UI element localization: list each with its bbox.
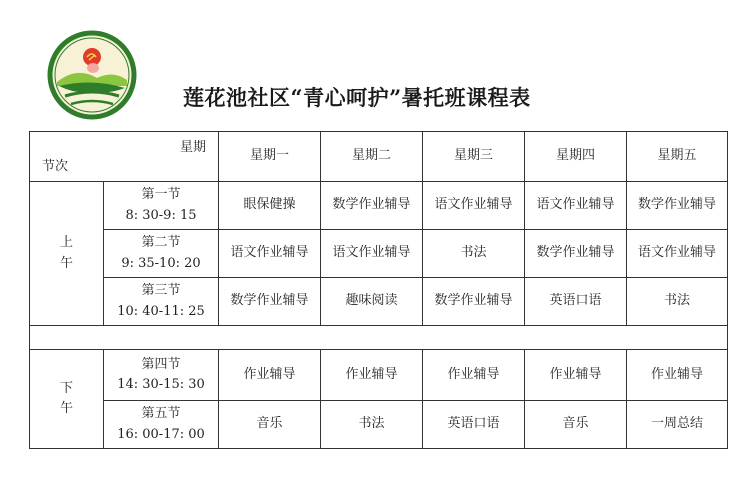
morning-label: 上 午 xyxy=(30,182,104,326)
break-row xyxy=(30,326,728,350)
class-cell: 英语口语 xyxy=(525,278,627,326)
break-cell xyxy=(30,326,728,350)
class-cell: 作业辅导 xyxy=(321,350,423,401)
corner-cell xyxy=(30,132,219,182)
day-header: 星期五 xyxy=(627,132,728,182)
weekday-axis-label: 星期 xyxy=(179,140,206,155)
day-header: 星期四 xyxy=(525,132,627,182)
class-cell: 数学作业辅导 xyxy=(321,182,423,230)
class-cell: 书法 xyxy=(423,230,525,278)
class-cell: 语文作业辅导 xyxy=(219,230,321,278)
period-cell: 第三节 10: 40-11: 25 xyxy=(104,278,219,326)
table-row xyxy=(30,350,728,401)
lotus-icon xyxy=(87,63,99,73)
period-cell: 第四节 14: 30-15: 30 xyxy=(104,350,219,401)
period-axis-label: 节次 xyxy=(42,158,69,174)
table-row xyxy=(30,401,728,449)
class-cell: 作业辅导 xyxy=(219,350,321,401)
class-cell: 语文作业辅导 xyxy=(423,182,525,230)
class-cell: 语文作业辅导 xyxy=(525,182,627,230)
class-cell: 英语口语 xyxy=(423,401,525,449)
community-logo xyxy=(47,30,137,120)
page-title: 莲花池社区“青心呵护”暑托班课程表 xyxy=(183,85,531,110)
class-cell: 语文作业辅导 xyxy=(321,230,423,278)
header-row xyxy=(30,132,728,182)
class-cell: 作业辅导 xyxy=(525,350,627,401)
schedule-table xyxy=(29,131,728,449)
class-cell: 音乐 xyxy=(219,401,321,449)
period-cell: 第一节 8: 30-9: 15 xyxy=(104,182,219,230)
class-cell: 作业辅导 xyxy=(423,350,525,401)
class-cell: 数学作业辅导 xyxy=(423,278,525,326)
table-row xyxy=(30,230,728,278)
afternoon-label: 下 午 xyxy=(30,350,104,449)
class-cell: 数学作业辅导 xyxy=(627,182,728,230)
day-header: 星期三 xyxy=(423,132,525,182)
day-header: 星期二 xyxy=(321,132,423,182)
class-cell: 数学作业辅导 xyxy=(525,230,627,278)
class-cell: 书法 xyxy=(627,278,728,326)
class-cell: 趣味阅读 xyxy=(321,278,423,326)
table-row xyxy=(30,182,728,230)
day-header: 星期一 xyxy=(219,132,321,182)
period-cell: 第五节 16: 00-17: 00 xyxy=(104,401,219,449)
period-cell: 第二节 9: 35-10: 20 xyxy=(104,230,219,278)
class-cell: 作业辅导 xyxy=(627,350,728,401)
class-cell: 音乐 xyxy=(525,401,627,449)
table-row xyxy=(30,278,728,326)
class-cell: 语文作业辅导 xyxy=(627,230,728,278)
class-cell: 数学作业辅导 xyxy=(219,278,321,326)
class-cell: 眼保健操 xyxy=(219,182,321,230)
class-cell: 一周总结 xyxy=(627,401,728,449)
class-cell: 书法 xyxy=(321,401,423,449)
